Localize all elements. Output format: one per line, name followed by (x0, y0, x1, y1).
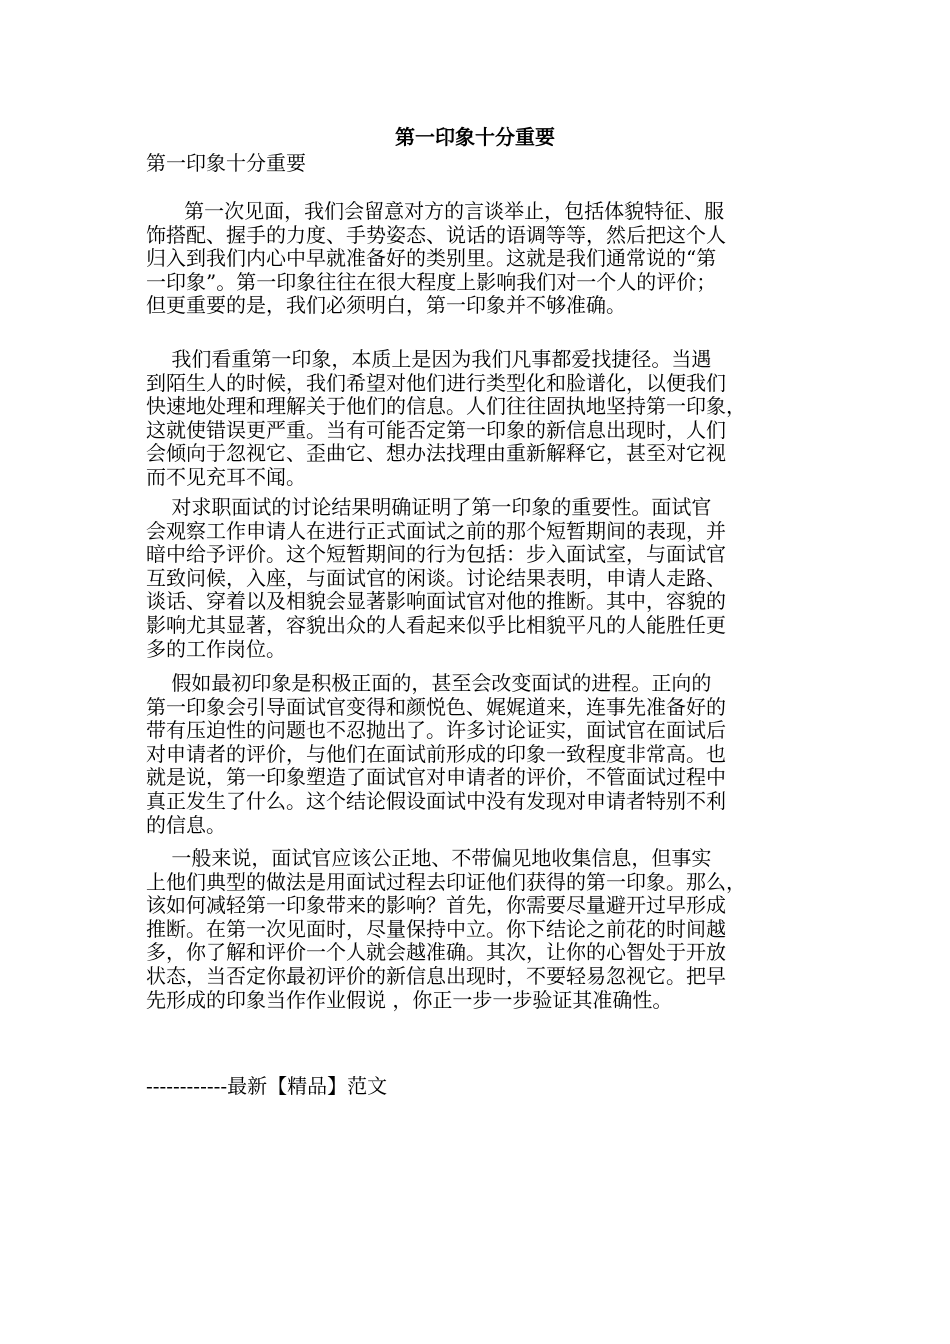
paragraph-3 (146, 496, 806, 661)
paragraph-line: 暗中给予评价。这个短暂期间的行为包括：步入面试室，与面试官 (146, 542, 726, 567)
paragraph-line: 真正发生了什么。这个结论假设面试中没有发现对申请者特别不利 (146, 788, 726, 813)
paragraph-line: 带有压迫性的问题也不忍抛出了。许多讨论证实，面试官在面试后 (146, 718, 726, 743)
paragraph-line: 多的工作岗位。 (146, 636, 286, 661)
paragraph-line: 快速地处理和理解关于他们的信息。人们往往固执地坚持第一印象， (146, 394, 746, 419)
paragraph-line: 该如何减轻第一印象带来的影响？首先，你需要尽量避开过早形成 (146, 893, 726, 918)
paragraph-line: 先形成的印象当作作业假说 ，你正一步一步验证其准确性。 (146, 987, 673, 1012)
paragraph-line: 对求职面试的讨论结果明确证明了第一印象的重要性。面试官 (146, 495, 712, 519)
paragraph-line: 对申请者的评价，与他们在面试前形成的印象一致程度非常高。也 (146, 741, 726, 766)
paragraph-line: 一印象”。第一印象往往在很大程度上影响我们对一个人的评价； (146, 269, 717, 294)
paragraph-line: 会观察工作申请人在进行正式面试之前的那个短暂期间的表现，并 (146, 518, 726, 543)
document-subtitle: 第一印象十分重要 (146, 151, 306, 175)
document-footer: ------------最新【精品】范文 (146, 1074, 388, 1098)
paragraph-line: 多，你了解和评价一个人就会越准确。其次，让你的心智处于开放 (146, 940, 726, 965)
paragraph-line: 我们看重第一印象，本质上是因为我们凡事都爱找捷径。当遇 (146, 347, 712, 371)
paragraph-1 (146, 200, 806, 318)
paragraph-line: 会倾向于忽视它、歪曲它、想办法找理由重新解释它，甚至对它视 (146, 441, 726, 466)
paragraph-2 (146, 348, 806, 490)
paragraph-line: 互致问候，入座，与面试官的闲谈。讨论结果表明，申请人走路、 (146, 565, 726, 590)
paragraph-line: 一般来说，面试官应该公正地、不带偏见地收集信息，但事实 (146, 846, 712, 870)
paragraph-line: 谈话、穿着以及相貌会显著影响面试官对他的推断。其中，容貌的 (146, 589, 726, 614)
paragraph-line: 的信息。 (146, 812, 226, 837)
paragraph-line: 这就使错误更严重。当有可能否定第一印象的新信息出现时，人们 (146, 417, 726, 442)
paragraph-line: 但更重要的是，我们必须明白，第一印象并不够准确。 (146, 293, 626, 318)
paragraph-4 (146, 672, 806, 837)
paragraph-line: 到陌生人的时候，我们希望对他们进行类型化和脸谱化，以便我们 (146, 370, 726, 395)
paragraph-line: 影响尤其显著，容貌出众的人看起来似乎比相貌平凡的人能胜任更 (146, 612, 726, 637)
paragraph-line: 状态，当否定你最初评价的新信息出现时，不要轻易忽视它。把早 (146, 963, 726, 988)
paragraph-line: 第一次见面，我们会留意对方的言谈举止，包括体貌特征、服 (146, 199, 725, 223)
paragraph-line: 而不见充耳不闻。 (146, 464, 306, 489)
paragraph-line: 假如最初印象是积极正面的，甚至会改变面试的进程。正向的 (146, 671, 712, 695)
paragraph-line: 第一印象会引导面试官变得和颜悦色、娓娓道来，连事先准备好的 (146, 694, 726, 719)
paragraph-line: 上他们典型的做法是用面试过程去印证他们获得的第一印象。那么， (146, 869, 746, 894)
paragraph-line: 就是说，第一印象塑造了面试官对申请者的评价，不管面试过程中 (146, 765, 726, 790)
paragraph-line: 饰搭配、握手的力度、手势姿态、说话的语调等等，然后把这个人 (146, 222, 726, 247)
paragraph-5 (146, 847, 806, 1012)
document-title: 第一印象十分重要 (395, 125, 555, 149)
paragraph-line: 推断。在第一次见面时，尽量保持中立。你下结论之前花的时间越 (146, 916, 726, 941)
paragraph-line: 归入到我们内心中早就准备好的类别里。这就是我们通常说的“第 (146, 246, 717, 271)
